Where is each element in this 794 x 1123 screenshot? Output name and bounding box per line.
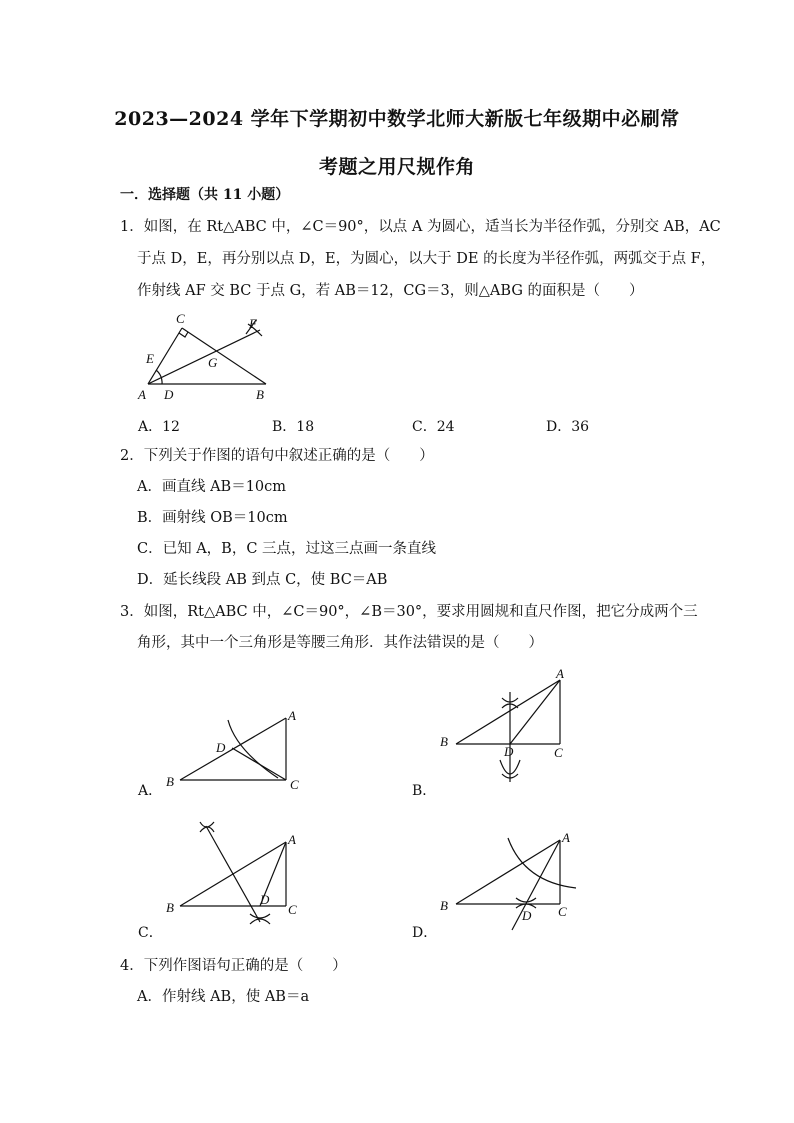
q1-line1: 1．如图，在 Rt△ABC 中，∠C＝90°，以点 A 为圆心，适当长为半径作弧，分别交 AB，AC: [120, 219, 721, 235]
q3d-label-a: A: [562, 830, 570, 845]
q3-figure-d: [436, 826, 586, 938]
q3a-label-a: A: [288, 708, 296, 723]
q3d-label-d: D: [522, 908, 532, 923]
q2-option-c[interactable]: C．已知 A，B，C 三点，过这三点画一条直线: [137, 541, 437, 557]
q1-right-angle-mark: [179, 332, 188, 337]
q3-line2: 角形，其中一个三角形是等腰三角形．其作法错误的是（ ）: [137, 635, 543, 651]
q3a-label-d: D: [216, 740, 226, 755]
q1-option-c[interactable]: C．24: [412, 419, 455, 435]
q3c-label-c: C: [288, 902, 297, 917]
document-title-line1: 2023—2024 学年下学期初中数学北师大新版七年级期中必刷常: [114, 108, 680, 130]
q1-figure: [136, 312, 276, 404]
q1-label-d: D: [164, 387, 174, 402]
q3-option-c[interactable]: C．: [138, 925, 163, 941]
q1-arc-de: [156, 370, 162, 384]
q3b-label-a: A: [556, 666, 564, 681]
q3b-label-c: C: [554, 745, 563, 760]
q3a-label-c: C: [290, 777, 299, 792]
q2-stem: 2．下列关于作图的语句中叙述正确的是（ ）: [120, 448, 434, 464]
q2-option-b[interactable]: B．画射线 OB＝10cm: [137, 510, 288, 526]
document-title-line2: 考题之用尺规作角: [318, 156, 475, 178]
q1-line3: 作射线 AF 交 BC 于点 G，若 AB＝12，CG＝3，则△ABG 的面积是（ ）: [137, 283, 644, 299]
q1-label-e: E: [146, 351, 154, 366]
q3b-label-d: D: [504, 744, 514, 759]
q1-option-d[interactable]: D．36: [546, 419, 590, 435]
q3-line1: 3．如图，Rt△ABC 中，∠C＝90°，∠B＝30°，要求用圆规和直尺作图，把它分成两个三: [120, 604, 698, 620]
q3c-label-d: D: [260, 892, 270, 907]
q3a-label-b: B: [166, 774, 174, 789]
section-heading: 一．选择题（共 11 小题）: [120, 187, 290, 203]
q3c-label-b: B: [166, 900, 174, 915]
q4-stem: 4．下列作图语句正确的是（ ）: [120, 958, 347, 974]
q3b-label-b: B: [440, 734, 448, 749]
q3d-label-b: B: [440, 898, 448, 913]
q1-label-a: A: [138, 387, 146, 402]
q2-option-d[interactable]: D．延长线段 AB 到点 C，使 BC＝AB: [137, 572, 388, 588]
q1-option-b[interactable]: B．18: [272, 419, 315, 435]
q1-side-cb: [182, 328, 266, 384]
q3-figure-b: [436, 664, 586, 794]
q1-label-f: F: [249, 316, 257, 331]
q2-option-a[interactable]: A．画直线 AB＝10cm: [137, 479, 287, 495]
q3-figure-a: [160, 700, 310, 800]
q3d-label-c: C: [558, 904, 567, 919]
q1-line2: 于点 D，E，再分别以点 D，E，为圆心，以大于 DE 的长度为半径作弧，两弧交于点 F，: [137, 251, 716, 267]
q4-option-a[interactable]: A．作射线 AB，使 AB＝a: [137, 989, 310, 1005]
q1-label-c: C: [176, 311, 185, 326]
q1-label-b: B: [256, 387, 264, 402]
q3-option-b[interactable]: B．: [412, 783, 437, 799]
q3-figure-c: [160, 818, 310, 938]
q1-option-a[interactable]: A．12: [138, 419, 180, 435]
q1-label-g: G: [208, 355, 218, 370]
q3-option-d[interactable]: D．: [412, 925, 438, 941]
q3-option-a[interactable]: A．: [138, 783, 163, 799]
q3c-label-a: A: [288, 832, 296, 847]
